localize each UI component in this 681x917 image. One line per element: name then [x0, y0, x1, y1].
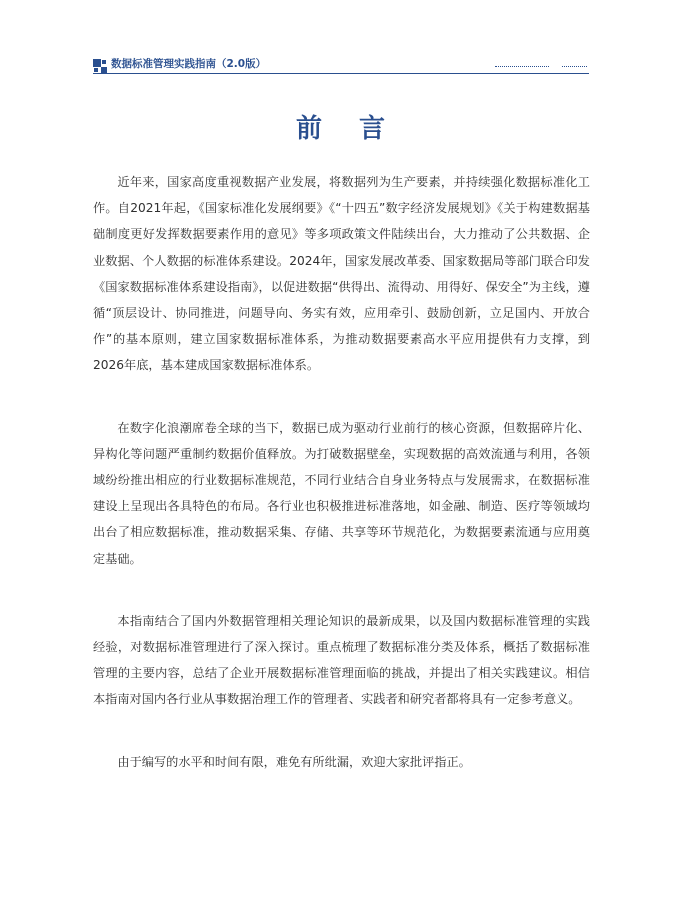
header-dotted-rule-right: [562, 66, 587, 67]
page-title: 前 言: [295, 114, 400, 144]
running-header: [93, 56, 589, 74]
document-logo-icon: [93, 58, 107, 72]
preface-body: [93, 169, 590, 811]
preface-paragraph-2: 在数字化浪潮席卷全球的当下，数据已成为驱动行业前行的核心资源，但数据碎片化、异构化等问题严重制约数据价值释放。为打破数据壁垒，实现数据的高效流通与利用，各领域纷纷推出相应的行业数据标准规范，不同行业结合自身业务特点与发展需求，在数据标准建设上呈现出各具特色的布局。各行业也积极推进标准落地，如金融、制造、医疗等领域均出台了相应数据标准，推动数据采集、存储、共享等环节规范化，为数据要素流通与应用奠定基础。: [93, 420, 590, 566]
preface-paragraph-4: 由于编写的水平和时间有限，难免有所纰漏，欢迎大家批评指正。: [117, 754, 471, 769]
preface-paragraph-1: 近年来，国家高度重视数据产业发展，将数据列为生产要素，并持续强化数据标准化工作。自2021年起，《国家标准化发展纲要》《“十四五”数字经济发展规划》《关于构建数据基础制度更好发挥数据要素作用的意见》等多项政策文件陆续出台，大力推动了公共数据、企业数据、个人数据的标准体系建设。2024年，国家发展改革委、国家数据局等部门联合印发《国家数据标准体系建设指南》，以促进数据“供得出、流得动、用得好、保安全”为主线，遵循“顶层设计、协同推进，问题导向、务实有效，应用牵引、鼓励创新，立足国内、开放合作”的基本原则，建立国家数据标准体系，为推动数据要素高水平应用提供有力支撑，到2026年底，基本建成国家数据标准体系。: [93, 175, 590, 373]
header-underline: [93, 73, 589, 74]
preface-paragraph-3: 本指南结合了国内外数据管理相关理论知识的最新成果，以及国内数据标准管理的实践经验，对数据标准管理进行了深入探讨。重点梳理了数据标准分类及体系，概括了数据标准管理的主要内容，总结了企业开展数据标准管理面临的挑战，并提出了相关实践建议。相信本指南对国内各行业从事数据治理工作的管理者、实践者和研究者都将具有一定参考意义。: [93, 613, 590, 707]
header-dotted-rule-left: [495, 66, 549, 67]
header-title: 数据标准管理实践指南（2.0版）: [111, 58, 267, 70]
